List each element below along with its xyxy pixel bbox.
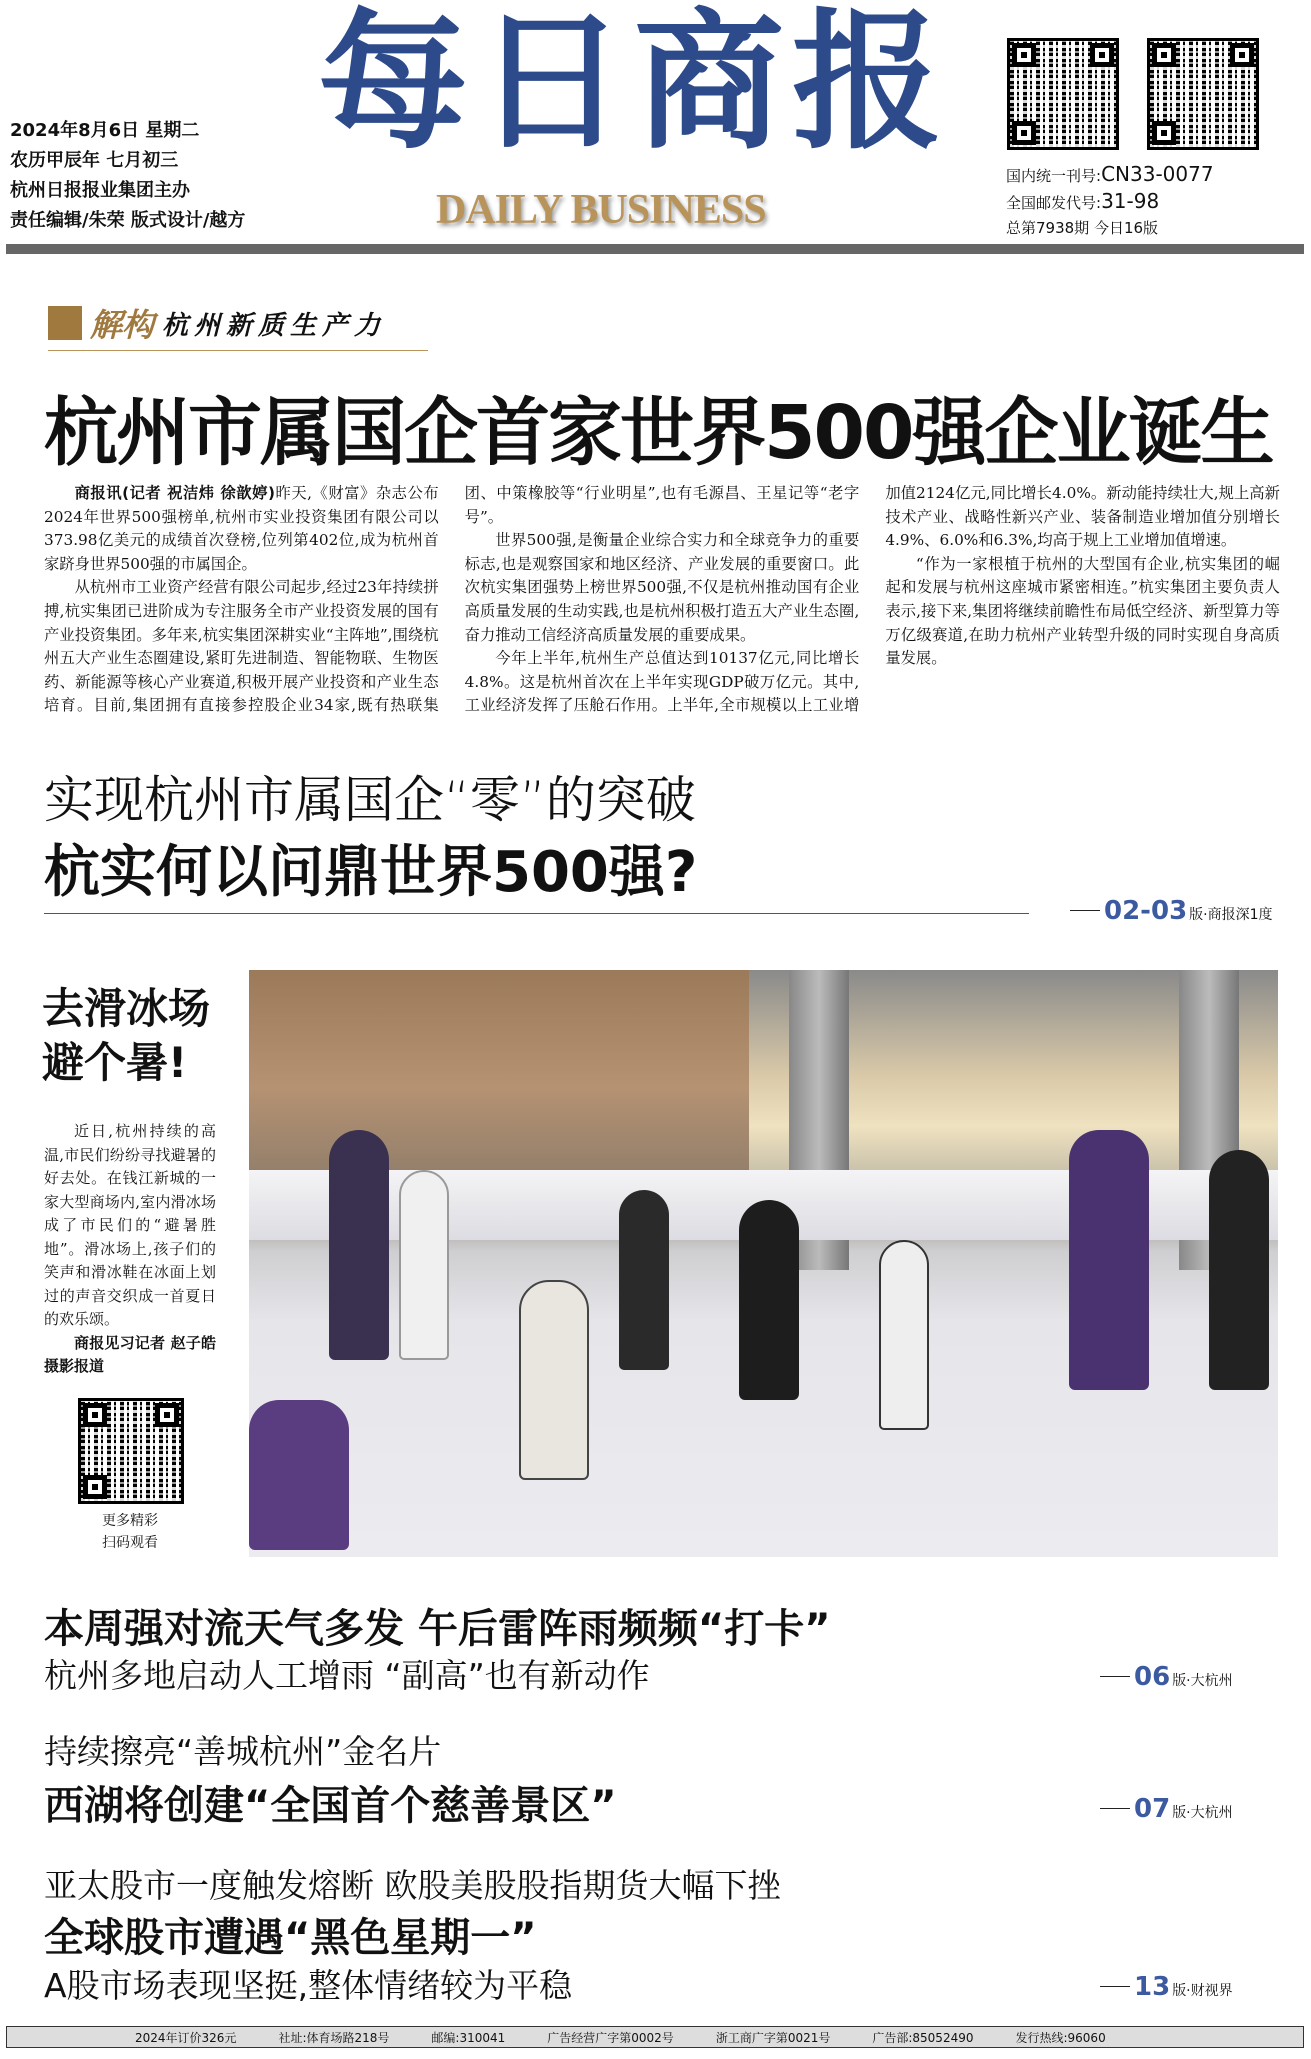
photo-story-title[interactable]: [42, 982, 210, 1090]
header-divider: [6, 244, 1304, 254]
qr-caption-line: 更多精彩: [102, 1513, 158, 1529]
issn-info: [1006, 162, 1214, 241]
masthead-title: 每日商报: [318, 0, 951, 170]
issn: CN33-0077: [1101, 162, 1214, 186]
lead-headline[interactable]: 杭州市属国企首家世界500强企业诞生: [44, 390, 1273, 476]
page-section: 版·商报深1度: [1189, 907, 1273, 923]
paragraph: 世界500强,是衡量企业综合实力和全球竞争力的重要标志,也是观察国家和地区经济、产业发展的重要窗口。此次杭实集团强势上榜世界500强,不仅是杭州推动国有企业高质量发展的生动实践,也是杭州积极打造五大产业生态圈,奋力推动工信经济高质量发展的重要成果。: [464, 531, 860, 644]
footer-bar: [6, 2026, 1304, 2048]
page-reference[interactable]: [1070, 896, 1273, 926]
page-reference[interactable]: [1100, 1972, 1233, 2002]
sponsor: 杭州日报报业集团主办: [10, 180, 190, 201]
issn-label: 国内统一刊号:: [1006, 167, 1102, 185]
footer-item: 邮编:310041: [431, 2030, 506, 2045]
footer-item: 广告经营广字第0002号: [547, 2030, 674, 2045]
lead-body: [44, 482, 1280, 718]
kicker: [48, 300, 428, 351]
date-info: [10, 116, 245, 236]
caption-text: 近日,杭州持续的高温,市民们纷纷寻找避暑的好去处。在钱江新城的一家大型商场内,室内滑冰场成了市民们的“避暑胜地”。滑冰场上,孩子们的笑声和滑冰鞋在冰面上划过的声音交织成一首夏日的欢乐颂。: [44, 1122, 216, 1328]
page-section: 版·财视界: [1172, 1983, 1233, 1999]
page-section: 版·大杭州: [1172, 1805, 1233, 1821]
story-pre-title: 亚太股市一度触发熔断 欧股美股股指期货大幅下挫: [44, 1866, 781, 1905]
title-line: 去滑冰场: [42, 984, 211, 1033]
sub-headline-2[interactable]: 杭实何以问鼎世界500强?: [44, 840, 698, 905]
page-number: 13: [1134, 1972, 1171, 2002]
sub-headline-1[interactable]: 实现杭州市属国企“零”的突破: [44, 771, 696, 829]
qr-code-icon[interactable]: [1147, 38, 1259, 150]
paragraph: “作为一家根植于杭州的大型国有企业,杭实集团的崛起和发展与杭州这座城市紧密相连。”杭实集团主要负责人表示,接下来,集团将继续前瞻性布局低空经济、新型算力等万亿级赛道,在助力杭州产业转型升级的同时实现自身高质量发展。: [885, 554, 1280, 668]
divider: [44, 913, 1029, 914]
postal-code: 31-98: [1101, 189, 1160, 213]
title-line: 避个暑!: [42, 1038, 188, 1087]
story-pre-title: 持续擦亮“善城杭州”金名片: [44, 1732, 442, 1771]
footer-item: 发行热线:96060: [1015, 2030, 1106, 2045]
qr-caption-line: 扫码观看: [102, 1535, 158, 1551]
footer-item: 社址:体育场路218号: [278, 2030, 390, 2045]
page-number: 02-03: [1104, 896, 1188, 926]
page-number: 06: [1134, 1662, 1171, 1692]
page-reference[interactable]: [1100, 1794, 1233, 1824]
photo-credit: 商报见习记者 赵子皓 摄影报道: [44, 1333, 216, 1375]
paragraph: 昨天,《财富》杂志公布2024年世界500强榜单,杭州市实业投资集团有限公司以373.98亿美元的成绩首次登榜,位列第402位,成为杭州首家跻身世界500强的市属国企。: [44, 484, 439, 573]
ice-rink-photo: [249, 970, 1278, 1557]
masthead-english-title: DAILY BUSINESS: [436, 187, 766, 233]
footer-item: 2024年订价326元: [135, 2030, 237, 2045]
qr-caption: [80, 1510, 180, 1554]
page-reference[interactable]: [1100, 1662, 1233, 1692]
byline: 商报讯(记者 祝洁炜 徐歆婷): [74, 484, 275, 502]
issue-number: 总第7938期 今日16版: [1006, 219, 1159, 237]
kicker-square-icon: [48, 306, 82, 340]
kicker-main: 解构: [90, 306, 155, 344]
page-section: 版·大杭州: [1172, 1673, 1233, 1689]
photo-story-text: [44, 1120, 216, 1379]
paragraph: 从杭州市工业资产经营有限公司起步,经过23年持续拼搏,杭实集团已进阶成为专注服务全市产业投资发展的国有产业投资集团。多年来,杭实集团深耕实业“主阵地”,围绕杭州五大产业生态圈建设,紧盯先进制造、智能物联、生物医药、新能源等核心产业赛道,积极开展产业投资和产业生态培育。目前,集团拥有直接参控股企业34家,既有热联集团、中策橡胶等“行业明星”,也有毛源昌、王星记等“老字号”。: [44, 484, 860, 715]
footer-item: 浙工商广字第0021号: [715, 2030, 831, 2045]
date: 2024年8月6日 星期二: [10, 120, 200, 141]
footer-item: 广告部:85052490: [872, 2030, 974, 2045]
paragraph: 今年上半年,杭州生产总值达到10137亿元,同比增长4.8%。这是杭州首次在上半年实现GDP破万亿元。其中,工业经济发挥了压舱石作用。上半年,全市规模以上工业增加值2124亿元,同比增长4.0%。新动能持续壮大,规上高新技术产业、战略性新兴产业、装备制造业增加值分别增长4.9%、6.0%和6.3%,均高于规上工业增加值增速。: [464, 484, 1280, 715]
qr-code-icon[interactable]: [1007, 38, 1119, 150]
story-subtitle: 杭州多地启动人工增雨 “副高”也有新动作: [44, 1656, 650, 1695]
lunar-date: 农历甲辰年 七月初三: [10, 150, 179, 171]
page-number: 07: [1134, 1794, 1171, 1824]
kicker-sub: 杭州新质生产力: [162, 310, 387, 341]
story-headline[interactable]: 全球股市遭遇“黑色星期一”: [44, 1915, 537, 1961]
qr-code-icon[interactable]: [78, 1398, 184, 1504]
story-headline[interactable]: 西湖将创建“全国首个慈善景区”: [44, 1783, 617, 1829]
story-subtitle: A股市场表现坚挺,整体情绪较为平稳: [44, 1966, 573, 2005]
editors: 责任编辑/朱荣 版式设计/越方: [10, 210, 246, 231]
postal-label: 全国邮发代号:: [1006, 194, 1102, 212]
story-headline[interactable]: 本周强对流天气多发 午后雷阵雨频频“打卡”: [44, 1606, 831, 1652]
